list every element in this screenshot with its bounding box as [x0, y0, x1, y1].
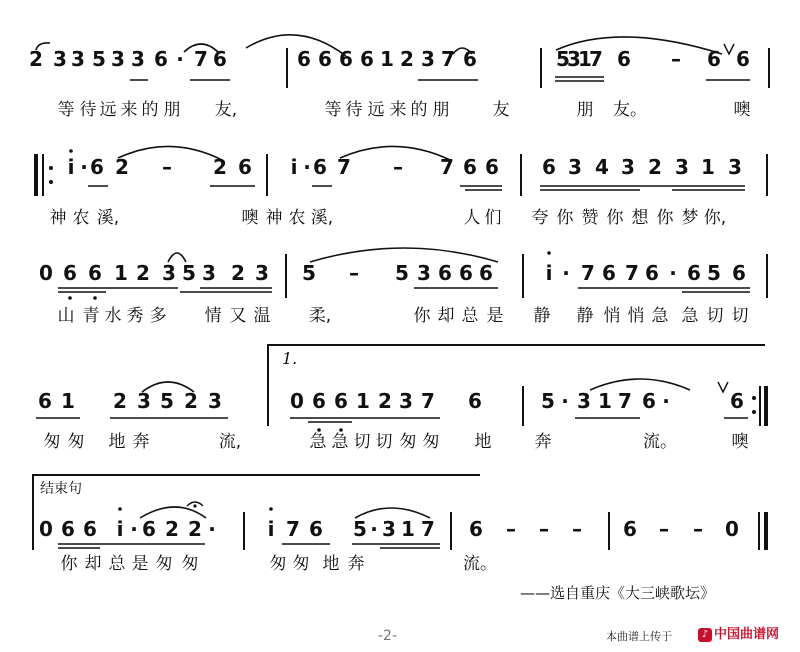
note: 1: [401, 517, 415, 541]
note: 3: [399, 389, 413, 413]
lyric: 你,: [703, 208, 727, 228]
lyric: 噢: [733, 100, 751, 120]
note: 6: [602, 261, 616, 285]
lyric: 悄: [627, 306, 645, 326]
lyric: 又: [229, 306, 247, 326]
note: 2: [113, 389, 127, 413]
note: 2: [648, 155, 662, 179]
note: 6: [360, 47, 374, 71]
lyric: 来: [120, 100, 138, 120]
logo-mark-icon: ♪: [698, 628, 712, 642]
lyric: 等: [324, 100, 342, 120]
note: 7: [421, 389, 435, 413]
system-1: [0, 40, 800, 140]
note: 3: [382, 517, 396, 541]
note: 6: [154, 47, 168, 71]
note: ·: [176, 47, 184, 71]
volta-number: 1.: [282, 349, 298, 368]
note: 6: [438, 261, 452, 285]
note: 5: [160, 389, 174, 413]
note: 6: [61, 517, 75, 541]
note: 3: [137, 389, 151, 413]
lyric: 你: [606, 208, 624, 228]
note: 1: [114, 261, 128, 285]
note: 6: [459, 261, 473, 285]
lyric: 远: [367, 100, 385, 120]
lyric: 匆: [155, 554, 173, 574]
lyric: 青: [82, 306, 100, 326]
note: 6: [732, 261, 746, 285]
note: ·: [303, 155, 311, 179]
note: 6: [468, 389, 482, 413]
lyric: 神: [49, 208, 67, 228]
note: ·: [562, 261, 570, 285]
ending-label: 结束句: [40, 481, 82, 497]
note: 6: [469, 517, 483, 541]
lyric: 农: [288, 208, 306, 228]
note: 3: [728, 155, 742, 179]
note: 6: [238, 155, 252, 179]
note: 3: [577, 389, 591, 413]
lyric: 多: [149, 306, 167, 326]
note: 6: [642, 389, 656, 413]
system-2: [0, 148, 800, 248]
lyric: 们: [484, 208, 502, 228]
note: ·: [669, 261, 677, 285]
lyric: 你: [556, 208, 574, 228]
note: ·: [662, 389, 670, 413]
lyric: 你: [60, 554, 78, 574]
note: 3: [208, 389, 222, 413]
note: 3: [131, 47, 145, 71]
note: 7: [440, 155, 454, 179]
note: 6: [730, 389, 744, 413]
note: 2: [184, 389, 198, 413]
note: 6: [313, 155, 327, 179]
note: 5: [395, 261, 409, 285]
note: 7: [286, 517, 300, 541]
lyric: 你: [656, 208, 674, 228]
note: 3: [421, 47, 435, 71]
lyric: 匆: [399, 432, 417, 452]
note: 4: [595, 155, 609, 179]
source-credit: ——选自重庆《大三峡歌坛》: [520, 584, 716, 602]
lyric: 溪,: [310, 208, 334, 228]
lyric: 秀: [126, 306, 144, 326]
lyric: 匆: [67, 432, 85, 452]
note: 3: [567, 47, 581, 71]
note: 6: [736, 47, 750, 71]
note: 6: [334, 389, 348, 413]
lyric: 想: [631, 208, 649, 228]
note: –: [506, 517, 516, 541]
note: ·: [80, 155, 88, 179]
lyric: 是: [486, 306, 504, 326]
lyric: 流,: [218, 432, 242, 452]
note: 6: [318, 47, 332, 71]
upload-note: 本曲谱上传于: [606, 630, 672, 643]
lyric: 来: [389, 100, 407, 120]
lyric: 却: [84, 554, 102, 574]
note: 7: [625, 261, 639, 285]
note: 6: [542, 155, 556, 179]
note: –: [671, 47, 681, 71]
slur-marks: [0, 382, 800, 482]
lyric: 友。: [613, 100, 647, 120]
lyric: 友,: [214, 100, 238, 120]
note: 1: [356, 389, 370, 413]
lyric: 柔,: [308, 306, 332, 326]
lyric: 友: [492, 100, 510, 120]
note: 5: [541, 389, 555, 413]
site-logo[interactable]: [698, 623, 779, 642]
note: 2: [213, 155, 227, 179]
lyric: 人: [463, 208, 481, 228]
lyric: 流。: [643, 432, 677, 452]
note: 7: [441, 47, 455, 71]
note: i: [290, 155, 298, 179]
slur-marks: [0, 148, 800, 248]
lyric: 待: [79, 100, 97, 120]
note: 3: [202, 261, 216, 285]
note: 6: [63, 261, 77, 285]
note: 6: [312, 389, 326, 413]
note: 6: [83, 517, 97, 541]
note: 5: [707, 261, 721, 285]
note: 3: [568, 155, 582, 179]
lyric: 总: [108, 554, 126, 574]
note: 6: [479, 261, 493, 285]
note: 2: [29, 47, 43, 71]
note: ·: [561, 389, 569, 413]
lyric: 匆: [292, 554, 310, 574]
note: 3: [71, 47, 85, 71]
note: 2: [378, 389, 392, 413]
lyric: 朋: [576, 100, 594, 120]
note: 6: [485, 155, 499, 179]
note: 0: [39, 261, 53, 285]
lyric: 你: [413, 306, 431, 326]
note: 6: [339, 47, 353, 71]
note: –: [349, 261, 359, 285]
lyric: 匆: [181, 554, 199, 574]
lyric: 急: [681, 306, 699, 326]
note: i: [116, 517, 124, 541]
note: 0: [39, 517, 53, 541]
note: 2: [136, 261, 150, 285]
note: 6: [463, 47, 477, 71]
note: 6: [38, 389, 52, 413]
lyric: 农: [72, 208, 90, 228]
lyric: 温: [253, 306, 271, 326]
note: 6: [707, 47, 721, 71]
lyric: 静: [576, 306, 594, 326]
note: 6: [623, 517, 637, 541]
lyric: 噢: [241, 208, 259, 228]
note: 3: [621, 155, 635, 179]
note: 3: [417, 261, 431, 285]
note: i: [267, 517, 275, 541]
lyric: 静: [533, 306, 551, 326]
page-number: -2-: [378, 628, 398, 644]
note: –: [659, 517, 669, 541]
note: 0: [290, 389, 304, 413]
lyric: 朋: [163, 100, 181, 120]
lyric: 地: [322, 554, 340, 574]
lyric: 朋: [432, 100, 450, 120]
note: 0: [725, 517, 739, 541]
note: 5: [302, 261, 316, 285]
lyric: 地: [108, 432, 126, 452]
note: 2: [188, 517, 202, 541]
note: 6: [142, 517, 156, 541]
note: 2: [115, 155, 129, 179]
note: 1: [380, 47, 394, 71]
note: ·: [130, 517, 138, 541]
note: 6: [645, 261, 659, 285]
note: 5: [92, 47, 106, 71]
lyric: 奔: [534, 432, 552, 452]
lyric: 奔: [347, 554, 365, 574]
lyric: 奔: [132, 432, 150, 452]
note: 6: [309, 517, 323, 541]
lyric: 总: [461, 306, 479, 326]
note: 2: [400, 47, 414, 71]
lyric: 神: [265, 208, 283, 228]
ending-bracket-line: [32, 474, 480, 476]
lyric: 山: [57, 306, 75, 326]
lyric: 却: [437, 306, 455, 326]
note: –: [693, 517, 703, 541]
note: 1: [701, 155, 715, 179]
note: 2: [165, 517, 179, 541]
note: 3: [675, 155, 689, 179]
note: 3: [255, 261, 269, 285]
note: 2: [231, 261, 245, 285]
note: 7: [421, 517, 435, 541]
lyric: 噢: [731, 432, 749, 452]
lyric: 切: [375, 432, 393, 452]
slur-marks: [0, 40, 800, 140]
lyric: 切: [706, 306, 724, 326]
lyric: 溪,: [96, 208, 120, 228]
system-3: [0, 254, 800, 354]
lyric: 切: [731, 306, 749, 326]
site-logo-text: 中国曲谱网: [714, 627, 780, 642]
lyric: 是: [131, 554, 149, 574]
note: 6: [463, 155, 477, 179]
lyric: 远: [99, 100, 117, 120]
note: –: [539, 517, 549, 541]
note: 5: [556, 47, 570, 71]
lyric: 急: [331, 432, 349, 452]
note: –: [162, 155, 172, 179]
note: 7: [581, 261, 595, 285]
lyric: 的: [410, 100, 428, 120]
lyric: 等: [57, 100, 75, 120]
note: 6: [213, 47, 227, 71]
note: 3: [111, 47, 125, 71]
note: 3: [53, 47, 67, 71]
slur-marks: [0, 254, 800, 354]
note: ·: [208, 517, 216, 541]
lyric: 匆: [269, 554, 287, 574]
note: 7: [194, 47, 208, 71]
note: 3: [162, 261, 176, 285]
note: 6: [297, 47, 311, 71]
note: 7: [618, 389, 632, 413]
note: 1: [578, 47, 592, 71]
lyric: 赞: [581, 208, 599, 228]
lyric: 夸: [531, 208, 549, 228]
lyric: 流。: [463, 554, 497, 574]
note: 5: [353, 517, 367, 541]
note: 1: [598, 389, 612, 413]
note: 6: [687, 261, 701, 285]
note: ·: [370, 517, 378, 541]
lyric: 悄: [603, 306, 621, 326]
lyric: 梦: [681, 208, 699, 228]
lyric: 匆: [422, 432, 440, 452]
volta-bracket-line: [267, 344, 765, 346]
note: 6: [90, 155, 104, 179]
note: 6: [88, 261, 102, 285]
lyric: 急: [651, 306, 669, 326]
note: i: [67, 155, 75, 179]
lyric: 匆: [43, 432, 61, 452]
note: 6: [617, 47, 631, 71]
lyric: 切: [353, 432, 371, 452]
note: 5: [182, 261, 196, 285]
system-4: [0, 349, 800, 482]
lyric: 水: [104, 306, 122, 326]
note: –: [572, 517, 582, 541]
note: i: [545, 261, 553, 285]
lyric: 的: [141, 100, 159, 120]
lyric: 待: [345, 100, 363, 120]
note: 7: [589, 47, 603, 71]
lyric: 急: [309, 432, 327, 452]
note: –: [393, 155, 403, 179]
lyric: 情: [204, 306, 222, 326]
lyric: 地: [474, 432, 492, 452]
note: 7: [337, 155, 351, 179]
note: 1: [61, 389, 75, 413]
